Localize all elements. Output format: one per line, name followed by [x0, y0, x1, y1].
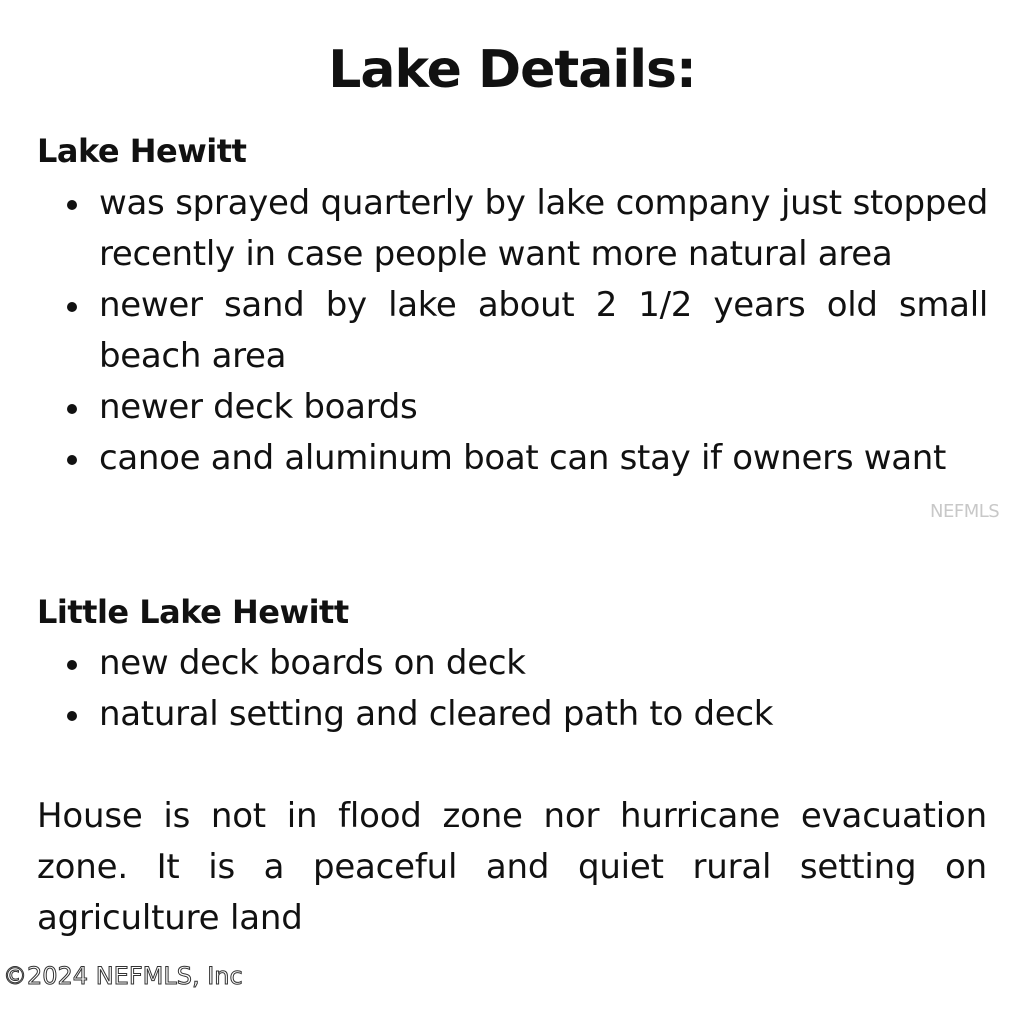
list-item: natural setting and cleared path to deck — [60, 689, 988, 740]
little-lake-hewitt-list — [60, 638, 988, 740]
list-item: was sprayed quarterly by lake company just stopped recently in case people want more natural area — [60, 178, 988, 280]
page-title: Lake Details: — [328, 40, 696, 100]
section-heading-lake-hewitt: Lake Hewitt — [37, 132, 247, 170]
list-item: new deck boards on deck — [60, 638, 988, 689]
watermark: NEFMLS — [930, 501, 1000, 522]
copyright-notice: ©2024 NEFMLS, Inc — [3, 962, 243, 990]
list-item: newer deck boards — [60, 382, 988, 433]
list-item: canoe and aluminum boat can stay if owners want — [60, 433, 988, 484]
list-item: newer sand by lake about 2 1/2 years old small beach area — [60, 280, 988, 382]
property-note-paragraph: House is not in flood zone nor hurricane evacuation zone. It is a peaceful and quiet rural setting on agriculture land — [37, 796, 987, 938]
section-heading-little-lake-hewitt: Little Lake Hewitt — [37, 593, 349, 631]
lake-hewitt-list — [60, 178, 988, 484]
